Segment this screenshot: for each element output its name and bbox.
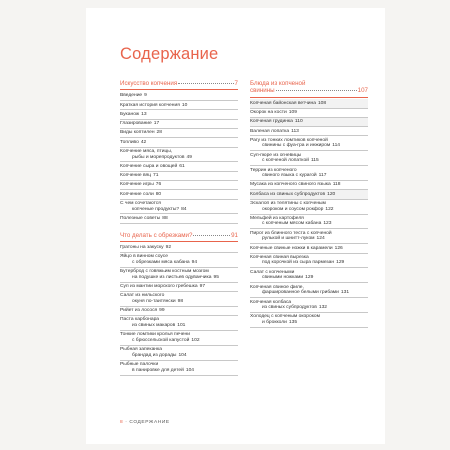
toc-entry-title: с обрезками мяса кабана bbox=[132, 259, 190, 265]
section-heading-text: Что делать с обрезками? bbox=[120, 231, 193, 239]
toc-entry-title: Суп-пюре из огневицы bbox=[250, 152, 302, 158]
toc-entry-title: копченые продукты? bbox=[132, 206, 180, 212]
toc-entry-page: 135 bbox=[288, 319, 298, 325]
toc-entry-page: 129 bbox=[336, 260, 345, 266]
page-title: Содержание bbox=[120, 45, 219, 64]
toc-entry-page: 110 bbox=[294, 119, 303, 125]
toc-entry[interactable] bbox=[120, 162, 238, 171]
toc-entry-title: Введение bbox=[120, 93, 143, 99]
toc-entry-line bbox=[120, 323, 238, 329]
toc-entry[interactable] bbox=[120, 253, 238, 268]
toc-entry-line bbox=[120, 207, 238, 213]
toc-entry-page: 102 bbox=[191, 337, 200, 343]
toc-entry[interactable] bbox=[250, 181, 368, 190]
toc-entry[interactable] bbox=[250, 118, 368, 127]
toc-entry-title: С чем сочетаются bbox=[120, 200, 161, 206]
toc-entry-title: на подушке из листьев одуванчика bbox=[132, 274, 212, 280]
toc-entry-title: Мусака из копченого свиного языка bbox=[250, 182, 331, 188]
toc-entry[interactable] bbox=[120, 190, 238, 199]
toc-entry-page: 104 bbox=[178, 352, 187, 358]
section-heading-line bbox=[120, 80, 238, 87]
toc-entry-title: Окорок на кости bbox=[250, 109, 287, 115]
toc-entry-line bbox=[250, 305, 368, 311]
toc-entry-page: 76 bbox=[155, 182, 162, 188]
toc-entry-title: свиного языка с курагой bbox=[262, 173, 317, 179]
toc-entry-title: Суп из мантии морского гребешка bbox=[120, 284, 198, 290]
toc-entry-line bbox=[250, 221, 368, 227]
toc-entry[interactable] bbox=[250, 99, 368, 108]
toc-entry-page: 84 bbox=[181, 206, 187, 212]
dot-leader bbox=[276, 90, 357, 91]
toc-entry-line bbox=[120, 112, 238, 118]
toc-entry-line bbox=[120, 284, 238, 290]
toc-entry-page: 61 bbox=[179, 163, 185, 169]
toc-entry-page: 92 bbox=[165, 245, 172, 250]
toc-entry[interactable] bbox=[250, 313, 368, 328]
toc-entry-title: с брюссельской капустой bbox=[132, 337, 190, 343]
toc-entry[interactable] bbox=[120, 200, 238, 215]
toc-entry-line bbox=[250, 192, 368, 198]
section-page-number: 91 bbox=[231, 231, 238, 239]
toc-entry-page: 124 bbox=[316, 236, 325, 242]
toc-entry-line bbox=[120, 368, 238, 374]
toc-entry-line bbox=[120, 93, 238, 99]
toc-entry[interactable] bbox=[250, 166, 368, 181]
toc-entry[interactable] bbox=[250, 268, 368, 283]
toc-entry[interactable] bbox=[120, 129, 238, 138]
toc-entry-title: брандад из дорады bbox=[132, 352, 177, 358]
toc-entry-title: с копченой лопаткой bbox=[262, 158, 309, 164]
toc-entry-title: Глазирование bbox=[120, 121, 152, 127]
toc-entry-title: Тонкие ломтики кролья печени bbox=[120, 332, 190, 338]
toc-entry-page: 95 bbox=[213, 274, 219, 280]
toc-entry-title: из свиных субпродуктов bbox=[262, 305, 317, 311]
toc-entry-title: Салат из нильского bbox=[120, 293, 165, 299]
toc-entry-page: 131 bbox=[340, 290, 350, 296]
toc-entry-title: Гратоны на закуску bbox=[120, 245, 164, 250]
toc-entry-line bbox=[250, 320, 368, 326]
toc-entry-page: 10 bbox=[181, 102, 188, 108]
toc-entry-page: 99 bbox=[159, 308, 165, 314]
toc-entry-title: Копченая байонская ветчина bbox=[250, 100, 316, 106]
toc-entry[interactable] bbox=[120, 244, 238, 253]
toc-entry-title: Холодец с копченым окороком bbox=[250, 314, 320, 320]
toc-entry-page: 115 bbox=[310, 158, 319, 164]
toc-entry-title: Копчение мяса, птицы, bbox=[120, 148, 173, 154]
section-heading[interactable] bbox=[250, 80, 368, 98]
toc-entry-title: окуня по-таитянски bbox=[132, 298, 176, 304]
toc-entry-title: Рийет из лосося bbox=[120, 308, 158, 314]
toc-entry-line bbox=[120, 299, 238, 305]
toc-entry-line bbox=[250, 129, 368, 135]
toc-entry-page: 42 bbox=[140, 139, 147, 145]
toc-entry-line bbox=[250, 119, 368, 125]
toc-entry-page: 9 bbox=[144, 93, 147, 99]
toc-entry-title: под корочкой из сыра пармезан bbox=[262, 260, 335, 266]
toc-column-left bbox=[120, 80, 238, 376]
toc-entry[interactable] bbox=[250, 254, 368, 269]
footer-label: СОДЕРЖАНИЕ bbox=[129, 420, 170, 425]
toc-entry[interactable] bbox=[120, 316, 238, 331]
toc-entry-title: Эскалоп из телятины с копченым bbox=[250, 200, 326, 206]
toc-entry-title: Копченая грудинка bbox=[250, 119, 293, 125]
toc-entry[interactable] bbox=[120, 172, 238, 181]
toc-entry-line bbox=[120, 164, 238, 170]
toc-entry-page: 117 bbox=[318, 173, 327, 179]
toc-entry[interactable] bbox=[120, 92, 238, 101]
toc-entry-title: Салат с копчеными bbox=[250, 269, 295, 275]
toc-entry-page: 80 bbox=[155, 191, 162, 197]
toc-entry-title: свиными ножками bbox=[262, 275, 304, 281]
section-heading[interactable] bbox=[120, 232, 238, 242]
section-heading-text: Искусство копчения bbox=[120, 80, 178, 87]
toc-entry[interactable] bbox=[120, 331, 238, 346]
section-heading[interactable] bbox=[120, 80, 238, 90]
toc-entry-title: Паста карбонара bbox=[120, 317, 160, 323]
toc-entry-page: 114 bbox=[332, 143, 341, 149]
toc-entry-title: Копченая колбаса bbox=[250, 299, 292, 305]
toc-entry[interactable] bbox=[120, 101, 238, 110]
toc-entry-line bbox=[120, 140, 238, 146]
toc-entry-title: свинины с фуа-гра и инжиром bbox=[262, 143, 331, 149]
toc-entry-page: 101 bbox=[177, 323, 186, 329]
toc-entry-line bbox=[250, 173, 368, 179]
toc-entry-title: Полезные советы bbox=[120, 215, 161, 221]
toc-entry-title: Копченая свиное филе, bbox=[250, 284, 304, 290]
toc-entry-line bbox=[120, 275, 238, 281]
toc-entry[interactable] bbox=[120, 181, 238, 190]
toc-entry-page: 104 bbox=[185, 367, 195, 373]
toc-entry-page: 13 bbox=[141, 111, 147, 117]
toc-entry-line bbox=[120, 192, 238, 198]
toc-entry[interactable] bbox=[250, 200, 368, 215]
toc-entry-line bbox=[120, 308, 238, 314]
section-heading-text: Блюда из копченой bbox=[250, 80, 306, 87]
toc-entry-line bbox=[250, 275, 368, 281]
toc-entry-line bbox=[250, 246, 368, 252]
toc-entry[interactable] bbox=[120, 214, 238, 223]
page-footer bbox=[120, 420, 170, 425]
toc-entry[interactable] bbox=[120, 120, 238, 129]
toc-entry[interactable] bbox=[250, 283, 368, 298]
toc-entry-line bbox=[250, 158, 368, 164]
toc-entry-page: 123 bbox=[323, 221, 332, 227]
toc-entry-page: 129 bbox=[305, 275, 314, 281]
toc-entry-line bbox=[250, 182, 368, 188]
toc-entry-page: 71 bbox=[153, 173, 159, 179]
toc-entry-title: Краткая история копчения bbox=[120, 102, 180, 108]
section-heading-line bbox=[250, 87, 368, 94]
toc-entry-page: 118 bbox=[332, 182, 341, 188]
section-page-number: 7 bbox=[234, 80, 238, 87]
toc-column-right bbox=[250, 80, 368, 328]
toc-entry-line bbox=[250, 260, 368, 266]
section-page-number: 107 bbox=[357, 87, 368, 95]
toc-entry-page: 132 bbox=[318, 305, 328, 311]
toc-entry[interactable] bbox=[250, 136, 368, 151]
toc-entry-title: в панировке для детей bbox=[132, 367, 184, 373]
toc-entry[interactable] bbox=[250, 109, 368, 118]
toc-entry-line bbox=[250, 236, 368, 242]
toc-entry-title: Копченая свиная вырезка bbox=[250, 254, 309, 260]
toc-entry[interactable] bbox=[120, 148, 238, 163]
footer-page-number: 8 bbox=[120, 420, 124, 425]
toc-entry-title: Рагу из тонких ломтиков копченой bbox=[250, 137, 328, 143]
toc-entry-page: 126 bbox=[334, 245, 343, 251]
toc-entry-title: Бутерброд с говяжьим костным мозгом bbox=[120, 269, 209, 275]
toc-entry-line bbox=[120, 353, 238, 359]
toc-entry-title: фаршированное белыми грибами bbox=[262, 290, 339, 296]
toc-entry-title: Террин из копченого bbox=[250, 167, 297, 173]
toc-entry[interactable] bbox=[250, 229, 368, 244]
toc-entry-title: окороком и соусом рокфор bbox=[262, 206, 324, 212]
toc-entry-title: Копчение вяц bbox=[120, 173, 151, 179]
toc-entry-line bbox=[250, 290, 368, 296]
toc-entry-title: Копчение сыра и овощей bbox=[120, 163, 178, 169]
toc-entry-page: 88 bbox=[162, 215, 168, 221]
toc-entry[interactable] bbox=[120, 283, 238, 292]
toc-entry[interactable] bbox=[250, 190, 368, 199]
section-heading-text: свинины bbox=[250, 87, 275, 95]
toc-entry-line bbox=[120, 338, 238, 344]
toc-entry-title: Мельфей из картофеля bbox=[250, 215, 304, 221]
toc-entry-page: 113 bbox=[291, 128, 299, 134]
toc-entry-line bbox=[120, 155, 238, 161]
toc-entry[interactable] bbox=[120, 361, 238, 376]
toc-entry[interactable] bbox=[120, 346, 238, 361]
toc-entry-line bbox=[120, 173, 238, 179]
toc-entry-title: Рыбная запеканка bbox=[120, 347, 162, 353]
section-heading-line bbox=[120, 232, 238, 239]
toc-entry-title: Колбаса из свиных субпродуктов bbox=[250, 191, 326, 197]
toc-entry-line bbox=[250, 101, 368, 107]
section-heading-line bbox=[250, 80, 368, 87]
toc-entry-title: Топливо bbox=[120, 139, 139, 145]
toc-entry[interactable] bbox=[250, 127, 368, 136]
toc-entry-title: Виды коптилен bbox=[120, 130, 155, 136]
toc-entry-page: 94 bbox=[191, 259, 198, 265]
footer-separator: · bbox=[125, 420, 128, 425]
toc-entry[interactable] bbox=[250, 244, 368, 253]
toc-entry-title: Копчение соли bbox=[120, 191, 154, 197]
toc-entry-title: Пирог из блинного теста с копченой bbox=[250, 230, 332, 236]
toc-entry-page: 17 bbox=[153, 121, 160, 127]
toc-entry[interactable] bbox=[250, 151, 368, 166]
toc-entry[interactable] bbox=[120, 307, 238, 316]
toc-entry-title: рулькой и шнитт-луком bbox=[262, 236, 315, 242]
toc-entry-page: 49 bbox=[186, 154, 192, 160]
toc-entry-title: Копчение игры bbox=[120, 182, 154, 188]
toc-entry-title: Рыбные палочки bbox=[120, 362, 159, 368]
toc-entry-line bbox=[120, 245, 238, 251]
toc-entry-line bbox=[250, 110, 368, 116]
toc-entry[interactable] bbox=[120, 268, 238, 283]
toc-entry-title: Яйцо в винном соусе bbox=[120, 254, 168, 260]
toc-entry[interactable] bbox=[120, 110, 238, 119]
toc-entry-page: 98 bbox=[177, 298, 184, 304]
dot-leader bbox=[178, 83, 233, 84]
toc-entry-title: Валеная лопатка bbox=[250, 128, 290, 134]
toc-entry-page: 122 bbox=[325, 206, 334, 212]
toc-entry-line bbox=[250, 143, 368, 149]
toc-entry-page: 28 bbox=[156, 130, 162, 136]
dot-leader bbox=[193, 235, 230, 236]
toc-entry-title: из свиных макаров bbox=[132, 323, 176, 329]
toc-entry-line bbox=[120, 121, 238, 127]
toc-entry-line bbox=[250, 207, 368, 213]
toc-entry-line bbox=[120, 260, 238, 266]
toc-entry-page: 109 bbox=[288, 109, 297, 115]
toc-entry-title: Копченые свиные ножки в карамели bbox=[250, 245, 333, 251]
toc-entry-title: Буканож bbox=[120, 111, 140, 117]
toc-entry-page: 120 bbox=[327, 191, 336, 197]
toc-entry-title: рыбы и морепродуктов bbox=[132, 154, 185, 160]
toc-entry-line bbox=[120, 103, 238, 109]
toc-entry[interactable] bbox=[120, 138, 238, 147]
toc-entry-title: и брокколи bbox=[262, 319, 287, 325]
toc-entry[interactable] bbox=[120, 292, 238, 307]
toc-entry-line bbox=[120, 182, 238, 188]
toc-entry-page: 108 bbox=[317, 100, 327, 106]
toc-entry-page: 97 bbox=[199, 284, 206, 290]
toc-entry[interactable] bbox=[250, 298, 368, 313]
toc-entry-title: с копченым мясом кабана bbox=[262, 221, 322, 227]
toc-entry-line bbox=[120, 130, 238, 136]
toc-entry[interactable] bbox=[250, 215, 368, 230]
toc-entry-line bbox=[120, 216, 238, 222]
